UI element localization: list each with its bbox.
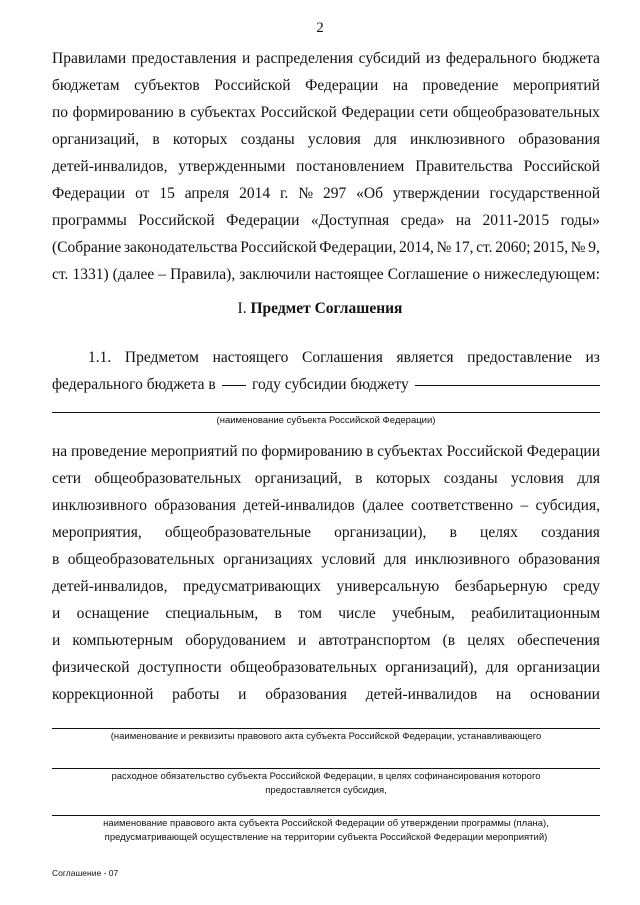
word: № [570, 239, 586, 256]
word: законодательства [123, 239, 238, 256]
program-caption [52, 817, 600, 845]
word: на [455, 212, 472, 229]
word: в [355, 470, 363, 487]
word: общеобразовательных [67, 551, 215, 568]
word: предоставление [467, 349, 572, 366]
word: на [496, 686, 512, 703]
word: субсидия, [535, 497, 600, 514]
word: Федерации [526, 443, 600, 460]
word: формированию [72, 104, 174, 121]
word: детей-инвалидов [243, 497, 355, 514]
legal-act-line [52, 728, 600, 729]
word: программы [52, 212, 127, 229]
word: из [585, 349, 600, 366]
word: от [135, 185, 150, 202]
word: реабилитационным [471, 605, 600, 622]
word: среду [563, 578, 600, 595]
text-line [52, 600, 600, 627]
word: мероприятия, [52, 524, 142, 541]
word: в [178, 104, 186, 121]
word: 2014, [399, 239, 434, 256]
word: № [298, 185, 314, 202]
text-line [52, 180, 600, 207]
word: годы» [560, 212, 600, 229]
word: и [238, 686, 247, 703]
word: в [274, 605, 282, 622]
word: и [52, 632, 61, 649]
word: детей-инвалидов, [52, 158, 168, 175]
word: 2011-2015 [482, 212, 550, 229]
word: 297 [323, 185, 347, 202]
word: на [52, 443, 68, 460]
word: 15 [159, 185, 175, 202]
word: «Доступная [310, 212, 390, 229]
word: мероприятий [512, 77, 600, 94]
word: общеобразовательных [452, 104, 600, 121]
word: субъектах [377, 443, 443, 460]
word: Правилами [52, 50, 127, 67]
word: «Об [356, 185, 383, 202]
word: условия [307, 131, 361, 148]
word: по [241, 443, 258, 460]
body-paragraph [52, 438, 600, 708]
word: в [52, 551, 60, 568]
word: для [577, 470, 600, 487]
word: детей-инвалидов, [52, 578, 168, 595]
word: проведение [70, 443, 147, 460]
word: из [425, 50, 441, 67]
legal-act-caption: (наименование и реквизиты правового акта субъекта Российской Федерации, устанавливающего [110, 731, 542, 742]
word: и [297, 632, 307, 649]
word: 1331) [72, 266, 109, 283]
clause-line-1 [52, 344, 600, 371]
word: безбарьерную [454, 578, 548, 595]
word: в [152, 131, 160, 148]
word: образования [154, 497, 236, 514]
clause-text-part2: году субсидии бюджету [252, 376, 409, 393]
word: оборудованием [185, 632, 286, 649]
obligation-line [52, 768, 600, 769]
word: – [520, 497, 529, 514]
word: работы [172, 686, 220, 703]
word: Правила), [170, 266, 236, 283]
word: (в [442, 632, 456, 649]
word: инклюзивного [410, 131, 505, 148]
word: и [52, 605, 61, 622]
text-line [52, 234, 600, 261]
word: (далее [112, 266, 155, 283]
footer-label: Соглашение - 07 [52, 868, 119, 878]
clause-line-2 [52, 371, 600, 398]
word: предусматривающих [183, 578, 321, 595]
word: которых [375, 470, 431, 487]
word: организации [516, 659, 600, 676]
word: бюджетам [52, 77, 120, 94]
word: компьютерным [72, 632, 174, 649]
word: создания [540, 524, 600, 541]
word: в [449, 524, 457, 541]
text-line [52, 261, 600, 288]
word: образования [518, 131, 600, 148]
word: сети [419, 104, 449, 121]
word: ст. [476, 239, 493, 256]
word: предоставления [131, 50, 237, 67]
word: организаций, [254, 470, 342, 487]
word: общеобразовательных [94, 470, 242, 487]
word: (далее [362, 497, 404, 514]
word: утверждении [392, 185, 480, 202]
text-line [52, 465, 600, 492]
word: в [366, 443, 374, 460]
word: 2015, [533, 239, 569, 256]
word: формированию [261, 443, 363, 460]
word: является [396, 349, 454, 366]
word: 17, [454, 239, 474, 256]
word: обеспечения [517, 632, 600, 649]
word: образования [265, 686, 347, 703]
text-line [52, 45, 600, 72]
word: Федерации, [319, 239, 397, 256]
section-title: Предмет Соглашения [250, 300, 403, 317]
subject-blank [415, 371, 600, 386]
word: основании [529, 686, 600, 703]
word: физической [52, 659, 130, 676]
word: федерального [445, 50, 537, 67]
word: Российской [446, 443, 524, 460]
word: организаций, [52, 131, 140, 148]
word: доступности [137, 659, 222, 676]
word: Федерации [52, 185, 126, 202]
word: оснащение [76, 605, 150, 622]
text-line [52, 492, 600, 519]
word: коррекционной [52, 686, 154, 703]
word: созданы [443, 470, 498, 487]
word: Правительства [415, 158, 513, 175]
word: Российской [260, 104, 337, 121]
word: мероприятий [150, 443, 238, 460]
word: настоящее [314, 266, 384, 283]
word: – [158, 266, 167, 283]
word: Российской [138, 212, 215, 229]
word: Федерации [226, 212, 300, 229]
word: г. [279, 185, 289, 202]
text-line [52, 654, 600, 681]
word: том [298, 605, 322, 622]
text-line [52, 126, 600, 153]
word: автотранспортом [318, 632, 431, 649]
section-number: I. [237, 300, 247, 317]
word: и [242, 50, 251, 67]
word: 2014 [239, 185, 271, 202]
text-line [52, 681, 600, 708]
word: ст. [52, 266, 69, 283]
word: Российской [214, 77, 291, 94]
text-line [52, 153, 600, 180]
word: детей-инвалидов [365, 686, 478, 703]
word: универсальную [336, 578, 440, 595]
word: организациях [223, 551, 313, 568]
word: для [374, 131, 397, 148]
word: Соглашения [302, 349, 383, 366]
word: среда» [400, 212, 445, 229]
page-number: 2 [316, 20, 324, 36]
word: условий [321, 551, 376, 568]
obligation-caption-line-1: расходное обязательство субъекта Российской Федерации, в целях софинансирования которого [111, 771, 541, 782]
word: на [392, 77, 408, 94]
word: субсидий [358, 50, 421, 67]
clause-text-part1: федерального бюджета в [52, 376, 216, 393]
word: распределения [255, 50, 354, 67]
word: Соглашение [387, 266, 469, 283]
year-blank [222, 371, 246, 386]
section-heading [0, 300, 640, 318]
word: (Собрание [52, 239, 122, 256]
word: созданы [240, 131, 295, 148]
word: заключили [239, 266, 311, 283]
text-line [52, 207, 600, 234]
word: Российской [240, 239, 317, 256]
program-caption-line-1: наименование правового акта субъекта Российской Федерации об утверждении программы (плана), [103, 818, 549, 829]
word: соответственно [411, 497, 514, 514]
word: специальным, [165, 605, 259, 622]
word: Российской [523, 158, 600, 175]
word: учебным, [392, 605, 455, 622]
intro-paragraph [52, 45, 600, 288]
word: по [52, 104, 69, 121]
word: нижеследующем: [484, 266, 600, 283]
word: условия [511, 470, 564, 487]
word: целях [467, 632, 506, 649]
word: организаций), [385, 659, 478, 676]
word: Федерации [341, 104, 415, 121]
word: инклюзивного [414, 551, 510, 568]
word: организации), [334, 524, 427, 541]
word: 1.1. [88, 349, 112, 366]
word: о [472, 266, 481, 283]
word: постановлением [296, 158, 405, 175]
word: общеобразовательных [229, 659, 377, 676]
word: 9, [588, 239, 600, 256]
text-line [52, 99, 600, 126]
word: Федерации [305, 77, 379, 94]
word: которых [172, 131, 228, 148]
word: бюджета [542, 50, 600, 67]
word: субъектах [190, 104, 256, 121]
word: для [383, 551, 407, 568]
text-line [52, 546, 600, 573]
word: общеобразовательные [164, 524, 312, 541]
text-line [52, 627, 600, 654]
word: инклюзивного [52, 497, 147, 514]
word: № [436, 239, 452, 256]
obligation-caption-line-2: предоставляется субсидия, [265, 785, 387, 796]
program-caption-line-2: предусматривающей осуществление на территории субъекта Российской Федерации мероприятий) [104, 832, 548, 843]
word: настоящего [212, 349, 289, 366]
program-line [52, 815, 600, 816]
word: числе [338, 605, 376, 622]
word: утвержденными [178, 158, 286, 175]
subject-name-line [52, 412, 600, 413]
word: государственной [489, 185, 600, 202]
text-line [52, 72, 600, 99]
word: 2060; [495, 239, 531, 256]
text-line [52, 573, 600, 600]
word: апреля [184, 185, 230, 202]
word: для [485, 659, 509, 676]
text-line [52, 519, 600, 546]
word: целях [480, 524, 518, 541]
obligation-caption [52, 770, 600, 798]
subject-name-caption: (наименование субъекта Российской Федерации) [216, 415, 436, 426]
text-line [52, 438, 600, 465]
word: Предметом [124, 349, 199, 366]
word: проведение [422, 77, 499, 94]
word: субъектов [134, 77, 200, 94]
clause-paragraph [52, 344, 600, 398]
word: сети [52, 470, 82, 487]
word: образования [518, 551, 600, 568]
